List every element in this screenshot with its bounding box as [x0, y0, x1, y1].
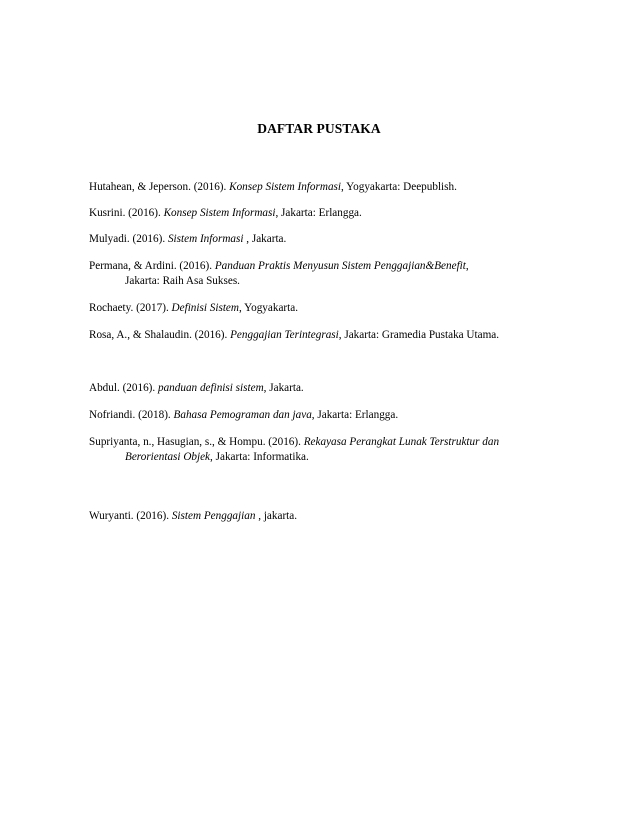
reference-entry [89, 408, 569, 423]
reference-book-title: Sistem Informasi [167, 233, 244, 245]
reference-continuation [89, 450, 569, 465]
reference-entry [89, 206, 569, 221]
reference-author-year: Nofriandi. (2018). [89, 409, 174, 421]
reference-publisher: , Jakarta. [263, 382, 304, 394]
reference-book-title: Definisi Sistem [171, 302, 239, 314]
reference-book-title: Panduan Praktis Menyusun Sistem Penggajian&Benefit [214, 260, 466, 272]
reference-book-title: Penggajian Terintegrasi [230, 329, 339, 341]
page-title: DAFTAR PUSTAKA [257, 121, 381, 136]
reference-publisher: , Yogyakarta: Deepublish. [341, 181, 457, 193]
reference-author-year: Wuryanti. (2016). [89, 510, 172, 522]
reference-book-title-continued: Berorientasi Objek [125, 451, 211, 463]
reference-entry [89, 328, 569, 343]
reference-author-year: Supriyanta, n., Hasugian, s., & Hompu. (2016). [89, 436, 304, 448]
reference-entry [89, 509, 569, 524]
reference-publisher: , Jakarta: Informatika. [210, 451, 309, 463]
reference-author-year: Kusrini. (2016). [89, 207, 164, 219]
reference-author-year: Abdul. (2016). [89, 382, 158, 394]
reference-entry [89, 232, 569, 247]
reference-book-title: Sistem Penggajian [171, 510, 256, 522]
reference-entry [89, 435, 569, 465]
reference-publisher: Jakarta: Raih Asa Sukses. [125, 275, 240, 287]
reference-author-year: Rochaety. (2017). [89, 302, 172, 314]
reference-book-title: Konsep Sistem Informasi [163, 207, 276, 219]
reference-publisher: , Jakarta. [243, 233, 287, 245]
reference-entry [89, 301, 569, 316]
reference-entry [89, 381, 569, 396]
reference-book-title: Bahasa Pemograman dan java [173, 409, 312, 421]
reference-author-year: Hutahean, & Jeperson. (2016). [89, 181, 230, 193]
reference-publisher: , Yogyakarta. [238, 302, 299, 314]
reference-publisher: , jakarta. [255, 510, 298, 522]
reference-publisher: , Jakarta: Erlangga. [311, 409, 399, 421]
reference-book-title: Konsep Sistem Informasi [229, 181, 341, 193]
reference-punctuation: , [465, 260, 469, 272]
reference-author-year: Mulyadi. (2016). [89, 233, 168, 245]
reference-entry [89, 180, 569, 195]
reference-author-year: Rosa, A., & Shalaudin. (2016). [89, 329, 231, 341]
reference-entry [89, 259, 569, 289]
reference-publisher: , Jakarta: Gramedia Pustaka Utama. [338, 329, 500, 341]
reference-author-year: Permana, & Ardini. (2016). [89, 260, 215, 272]
reference-book-title: panduan definisi sistem [157, 382, 264, 394]
reference-book-title: Rekayasa Perangkat Lunak Terstruktur dan [303, 436, 500, 448]
reference-publisher: , Jakarta: Erlangga. [275, 207, 362, 219]
